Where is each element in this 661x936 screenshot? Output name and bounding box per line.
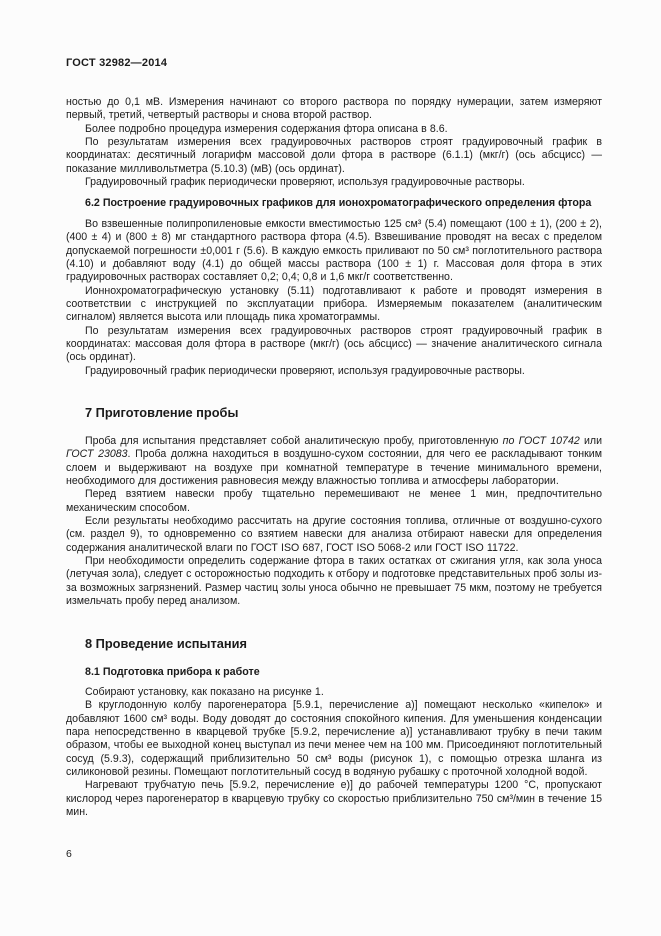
paragraph-steam-generator-flask: В круглодонную колбу парогенератора [5.9.1, перечисление а)] помещают несколько «кипелок» и добавляют 1600 см³ воды. Воду доводят до состояния спокойного кипения. Для уменьшения конденсации пара непосредственно в кварцевой трубке [5.9.2, перечисление а)] устанавливают трубку в печи таким образом, чтобы ее выходной конец выступал из печи менее чем на 100 мм. Присоединяют поглотительный сосуд (5.9.3), содержащий приблизительно 50 см³ воды (рисунок 1), с помощью отрезка шланга из силиконовой резины. Помещают поглотительный сосуд в водяную рубашку с проточной холодной водой. xyxy=(66,699,602,779)
paragraph-graph-check: Градуировочный график периодически проверяют, используя градуировочные растворы. xyxy=(85,176,525,189)
heading-section-8: 8 Проведение испытания xyxy=(85,635,247,651)
paragraph-graph-check-2: Градуировочный график периодически проверяют, используя градуировочные растворы. xyxy=(85,364,525,377)
paragraph-sample-mixing: Перед взятием навески пробу тщательно перемешивают не менее 1 мин, предпочтительно механическим способом. xyxy=(66,488,602,514)
paragraph-procedure-detail: Более подробно процедура измерения содержания фтора описана в 8.6. xyxy=(85,122,448,135)
paragraph-moisture-determination: Если результаты необходимо рассчитать на другие состояния топлива, отличные от воздушно-сухого (см. раздел 9), то одновременно со взятием навески для анализа отбирают навески для определения содержания аналитической влаги по ГОСТ ISO 687, ГОСТ ISO 5068-2 или ГОСТ ISO 11722. xyxy=(66,515,602,554)
paragraph-fly-ash: При необходимости определить содержание фтора в таких остатках от сжигания угля, как зола уноса (летучая зола), следует с осторожностью подходить к отбору и подготовке представительных проб золы из-за возможных загрязнений. Размер частиц золы уноса обычно не превышает 75 мкм, поэтому не требуется измельчать пробу перед анализом. xyxy=(66,555,602,608)
paragraph-ion-chromatograph-setup: Ионнохроматографическую установку (5.11) подготавливают к работе и проводят измерения в соответствии с инструкцией по эксплуатации прибора. Измеряемым показателем (аналитическим сигналом) является высота или площадь пика хроматограммы. xyxy=(66,284,602,324)
paragraph-calibration-graph-coords-2: По результатам измерения всех градуировочных растворов строят градуировочный график в координатах: массовая доля фтора в растворе (мкг/г) (ось абсцисс) — значение аналитического сигнала (ось ординат). xyxy=(66,324,602,364)
paragraph-calibration-graph-coords: По результатам измерения всех градуировочных растворов строят градуировочный график в координатах: десятичный логарифм массовой доли фтора в растворе (6.1.1) (мкг/г) (ось абсцисс) — показание милливольтметра (5.10.3) (мВ) (ось ординат). xyxy=(66,136,602,175)
sample-text-2: или xyxy=(579,435,602,448)
gost-reference-10742: по ГОСТ 10742 xyxy=(502,435,580,448)
page-number: 6 xyxy=(66,848,72,860)
paragraph-assemble-setup: Собирают установку, как показано на рисунке 1. xyxy=(85,686,324,698)
heading-section-7: 7 Приготовление пробы xyxy=(85,405,239,421)
paragraph-measurement-order: ностью до 0,1 мВ. Измерения начинают со второго раствора по порядку нумерации, затем измеряют первый, третий, четвертый растворы и снова второй раствор. xyxy=(66,96,602,122)
gost-reference-23083: ГОСТ 23083 xyxy=(66,448,128,461)
paragraph-tube-furnace-heating: Нагревают трубчатую печь [5.9.2, перечисление е)] до рабочей температуры 1200 °С, пропускают кислород через парогенератор в кварцевую трубку со скоростью приблизительно 750 см³/мин в течение 15 мин. xyxy=(66,779,602,819)
standard-number: ГОСТ 32982—2014 xyxy=(66,57,168,69)
paragraph-sample-preparation xyxy=(66,435,602,488)
heading-8-1: 8.1 Подготовка прибора к работе xyxy=(85,665,260,678)
page-body xyxy=(66,96,602,819)
heading-6-2: 6.2 Построение градуировочных графиков для ионохроматографического определения фтора xyxy=(85,197,592,210)
sample-text-3: . Проба должна находиться в воздушно-сухом состоянии, для чего ее раскладывают тонким слоем и выдерживают на воздухе при комнатной температуре в течение минимального времени, необходимого для достижения равновесия между влажностью топлива и атмосферы лаборатории. xyxy=(66,448,602,488)
sample-text-1: Проба для испытания представляет собой аналитическую пробу, приготовленную xyxy=(85,435,503,448)
paragraph-calibration-vessels: Во взвешенные полипропиленовые емкости вместимостью 125 см³ (5.4) помещают (100 ± 1), (200 ± 2), (400 ± 4) и (800 ± 8) мг стандартного раствора фтора (4.5). Взвешивание проводят на весах с пределом допускаемой погрешности ±0,001 г (5.6). В каждую емкость приливают по 50 см³ поглотительного раствора (4.10) и добавляют воду (4.1) до общей массы раствора (100 ± 1) г. Массовая доля фтора в этих градуировочных растворах составляет 0,2; 0,4; 0,8 и 1,6 мкг/г соответственно. xyxy=(66,217,602,284)
